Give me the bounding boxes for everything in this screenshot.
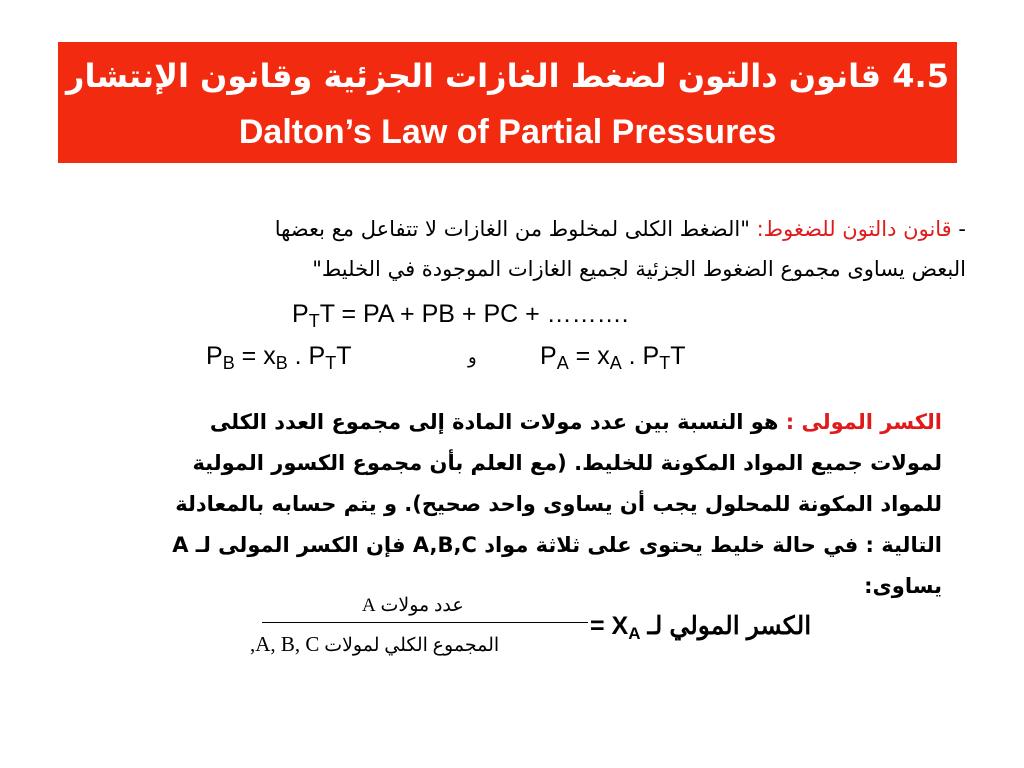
and-conjunction: و xyxy=(468,347,477,368)
definition-label: قانون دالتون للضغوط: xyxy=(756,217,952,241)
molar-line-1 xyxy=(62,402,942,443)
denominator-arabic: المجموع الكلي لمولات xyxy=(319,635,500,656)
total-pressure-equation: $P_TT$ = PA + PB + PC + ………. xyxy=(292,300,629,331)
molar-fraction-label: الكسر المولى : xyxy=(785,410,942,434)
molar-fraction-result: الكسر المولي لـ $X_A$ = xyxy=(590,612,812,643)
molar-line-5: يساوى: xyxy=(864,574,942,598)
definition-text-1: "الضغط الكلى لمخلوط من الغازات لا تتفاعل مع بعضها xyxy=(274,217,757,241)
title-banner xyxy=(58,42,957,163)
molar-line-4-c: فإن الكسر المولى لـ xyxy=(188,533,413,557)
molar-line-4-b: A,B,C xyxy=(412,533,477,557)
fraction-denominator xyxy=(250,630,499,660)
molar-line-3: للمواد المكونة للمحلول يجب أن يساوى واحد صحيح). و يتم حسابه بالمعادلة xyxy=(175,492,942,516)
title-arabic: 4.5 قانون دالتون لضغط الغازات الجزئية وقانون الإنتشار xyxy=(66,57,949,95)
title-english: Dalton’s Law of Partial Pressures xyxy=(238,113,777,151)
pa-x: = x xyxy=(575,342,610,370)
molar-line-4-d: A xyxy=(172,533,189,557)
molar-line-2: لمولات جميع المواد المكونة للخليط. (مع العلم بأن مجموع الكسور المولية xyxy=(192,451,942,475)
molar-line-4 xyxy=(62,525,942,566)
pa-equation: $P_A = x_A$ . $P_TT$ xyxy=(540,342,686,373)
definition-line-1 xyxy=(46,214,966,244)
molar-fraction-paragraph xyxy=(62,402,942,607)
numerator-variable: A xyxy=(362,595,376,616)
definition-dash: - xyxy=(951,217,966,241)
fraction-bar xyxy=(262,622,588,623)
fraction-numerator xyxy=(362,592,464,620)
molar-line-4-a: التالية : في حالة خليط يحتوى على ثلاثة مواد xyxy=(476,533,942,557)
total-pressure-sum: = PA + PB + PC + ………. xyxy=(341,300,629,328)
pb-dot: . P xyxy=(287,342,326,370)
pb-equation: $P_B = x_B$ . $P_TT$ xyxy=(206,342,352,373)
denominator-variables: A, B, C, xyxy=(250,632,320,656)
pa-dot: . P xyxy=(621,342,660,370)
result-label: الكسر المولي لـ xyxy=(647,612,812,640)
numerator-arabic: عدد مولات xyxy=(375,595,464,616)
definition-line-2: البعض يساوى مجموع الضغوط الجزئية لجميع الغازات الموجودة في الخليط" xyxy=(312,257,966,281)
pb-x: = x xyxy=(241,342,276,370)
molar-line-1-text: هو النسبة بين عدد مولات المادة إلى مجموع العدد الكلى xyxy=(209,410,786,434)
